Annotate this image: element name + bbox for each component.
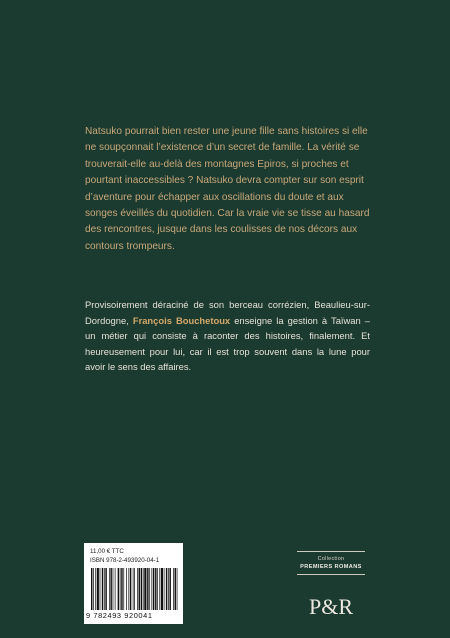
barcode-bar <box>118 568 119 610</box>
collection-name: PREMIERS ROMANS <box>300 564 362 570</box>
barcode-bar <box>130 568 131 610</box>
barcode-bar <box>95 568 96 610</box>
barcode-bar <box>102 568 103 610</box>
author-bio <box>85 297 370 375</box>
barcode-bar <box>100 568 101 610</box>
barcode-bar <box>139 568 140 610</box>
barcode-bar <box>175 568 176 610</box>
barcode-bar <box>149 568 150 610</box>
barcode-bar <box>161 568 163 610</box>
barcode-bar <box>105 568 106 610</box>
bio-text-start: Provisoirement déraciné de son berceau corrézien, Beaulieu-sur-Dordogne, <box>85 299 370 326</box>
barcode-bar <box>173 568 174 610</box>
collection-caption: Collection <box>317 556 345 562</box>
barcode-bar <box>121 568 122 610</box>
barcode-bar <box>115 568 116 610</box>
barcode-bar <box>141 568 142 610</box>
barcode-bar <box>91 568 92 610</box>
barcode-bar <box>104 568 105 610</box>
barcode-bar <box>109 568 110 610</box>
collection-label <box>297 551 365 575</box>
price-label: 11,00 € TTC <box>90 548 124 555</box>
barcode-bar <box>128 568 129 610</box>
barcode-bar <box>143 568 144 610</box>
author-name: François Bouchetoux <box>132 314 231 326</box>
barcode-bar <box>159 568 160 610</box>
barcode-bar <box>110 568 111 610</box>
blurb-text: Natsuko pourrait bien rester une jeune fille sans histoires si elle ne soupçonnait l’existence d’un secret de famille. La vérité se trouverait-elle au-delà des montagnes Epiros, si proches et pourtant inaccessibles ? Natsuko devra compter sur son esprit d’aventure pour échapper aux oscillations du doute et aux songes éveillés du quotidien. Car la vraie vie se tisse au hasard des rencontres, jusque dans les coulisses de nos décors aux contours trompeurs. <box>85 126 370 252</box>
barcode-bar <box>134 568 135 610</box>
barcode-bar <box>166 568 167 610</box>
barcode-bar <box>133 568 134 610</box>
barcode-bar <box>113 568 114 610</box>
isbn-label: ISBN 978-2-493920-04-1 <box>90 557 160 564</box>
barcode-bar <box>169 568 170 610</box>
publisher-logo-icon <box>308 590 354 620</box>
barcode-bar <box>137 568 138 610</box>
barcode-bar <box>97 568 99 610</box>
barcode-bar <box>168 568 169 610</box>
barcode-digits: 9 782493 920041 <box>86 611 153 620</box>
barcode-bar <box>151 568 152 610</box>
barcode-bar <box>93 568 94 610</box>
barcode-bar <box>164 568 165 610</box>
barcode-icon <box>91 568 177 610</box>
bio-text-end: enseigne la gestion à Taïwan – un métier qui consiste à raconter des histoires, finalement. Et heureusement pour lui, car il est trop souvent dans la lune pour avoir le sens des affaires. <box>85 314 370 373</box>
barcode-bar <box>157 568 158 610</box>
barcode-box <box>84 543 183 624</box>
barcode-bar <box>120 568 121 610</box>
barcode-bar <box>155 568 156 610</box>
barcode-bar <box>153 568 154 610</box>
barcode-bar <box>123 568 124 610</box>
barcode-bar <box>144 568 146 610</box>
publisher-logo-text: P&R <box>308 594 354 619</box>
barcode-bar <box>147 568 148 610</box>
barcode-bar <box>126 568 127 610</box>
barcode-bar <box>177 568 178 610</box>
